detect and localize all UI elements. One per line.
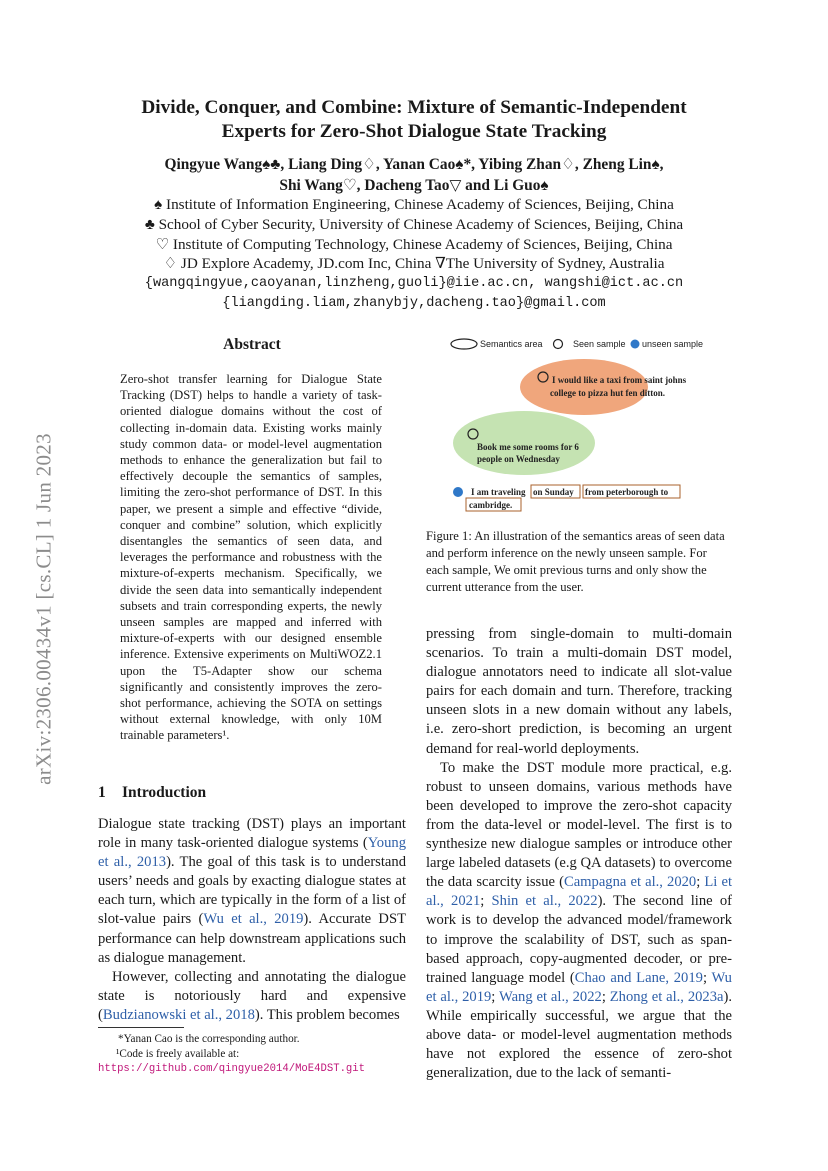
text-run: To make the DST module more practical, e.g. robust to unseen domains, various methods have been developed to improve the zero-shot capacity from the data-level or model-level. The first is to synthesize new dialogue samples or introduce other large labeled datasets (e.g QA datasets) to overcome the data scarcity issue ( — [426, 759, 732, 891]
affiliations — [80, 195, 748, 314]
citation-link[interactable]: Li et al., 2021 — [426, 874, 732, 910]
text-run: ; — [601, 988, 610, 1005]
figure-1-caption: Figure 1: An illustration of the semantics areas of seen data and perform inference on the newly unseen sample. For each sample, We omit previous turns and only show the current utterance from the user. — [426, 529, 725, 594]
seen-sample-taxi-line-1: I would like a taxi from saint johns — [552, 375, 687, 385]
citation-link[interactable]: Wu et al., 2019 — [203, 911, 304, 928]
figure-1-diagram — [426, 332, 732, 522]
seen-sample-rooms-line-1: Book me some rooms for 6 — [477, 442, 579, 452]
text-run: ; — [491, 988, 499, 1005]
right-column-body — [426, 625, 732, 1083]
text-run: ). The goal of this task is to understand users’ needs and goals by exacting dialogue states at each turn, which are typically in the form of a list of slot-value pairs ( — [98, 854, 406, 928]
right-paragraph-1: pressing from single-domain to multi-domain scenarios. To train a multi-domain DST model, dialogue annotators need to indicate all slot-value pairs for each domain and turn. Therefore, tracking unseen slots in a new domain without any labels, i.e. zero-short prediction, is becoming an urgent demand for real-world deployments. — [426, 626, 732, 757]
footnote-1: *Yanan Cao is the corresponding author. — [118, 1033, 300, 1045]
abstract-heading: Abstract — [223, 336, 281, 353]
seen-sample-rooms-line-2: people on Wednesday — [477, 454, 560, 464]
intro-body — [98, 815, 406, 1025]
citation-link[interactable]: Zhong et al., 2023a — [609, 988, 724, 1005]
arxiv-stamp-text: arXiv:2306.00434v1 [cs.CL] 1 Jun 2023 — [31, 433, 56, 785]
section-heading-introduction — [98, 784, 406, 802]
footnotes — [98, 1032, 408, 1077]
affiliation-ict: ♡ Institute of Computing Technology, Chinese Academy of Sciences, Beijing, China — [155, 235, 673, 253]
abstract-text: Zero-shot transfer learning for Dialogue State Tracking (DST) helps to handle a variety of task-oriented dialogue domains without the cost of collecting in-domain data. Existing works mainly study common data- or model-level augmentation methods to enhance the generalization but fail to effectively decouple the semantics of samples, limiting the zero-shot performance of DST. In this paper, we present a simple and effective “divide, conquer and combine” solution, which explicitly disentangles the semantics of seen data, and leverages the performance and robustness with the mixture-of-experts mechanism. Specifically, we divide the seen data into semantically independent subsets and train corresponding experts, the newly unseen samples are mapped and inferred with mixture-of-experts with our designed ensemble inference. Extensive experiments on MultiWOZ2.1 upon the T5-Adapter show our schema significantly and consistently improves the zero-shot performance, achieving the SOTA on settings without external knowledge, with only 10M trainable parameters¹. — [120, 372, 382, 743]
footnote-2-text: ¹Code is freely available at: — [116, 1047, 240, 1060]
slot-box-route-text-2: cambridge. — [469, 500, 513, 510]
legend-semantics-area-icon — [451, 339, 477, 349]
text-run: Dialogue state tracking (DST) plays an important role in many task-oriented dialogue systems ( — [98, 816, 406, 852]
citation-link[interactable]: Wang et al., 2022 — [498, 988, 602, 1005]
legend-semantics-area-label: Semantics area — [480, 339, 543, 349]
unseen-sample-marker — [453, 487, 463, 497]
intro-paragraph-2 — [98, 968, 406, 1025]
paper-title — [80, 96, 748, 144]
citation-link[interactable]: Wu et al., 2019 — [426, 969, 732, 1005]
seen-sample-taxi-line-2: college to pizza hut fen ditton. — [550, 388, 665, 398]
citation-link[interactable]: Shin et al., 2022 — [491, 893, 598, 910]
authors-line-2: Shi Wang♡, Dacheng Tao▽ and Li Guo♠ — [279, 177, 549, 194]
text-run: ; — [480, 893, 492, 910]
legend-unseen-sample-icon — [631, 340, 640, 349]
legend-seen-sample-icon — [554, 340, 563, 349]
text-run: ; — [702, 969, 712, 986]
affiliation-jd-sydney: ♢ JD Explore Academy, JD.com Inc, China ∇The University of Sydney, Australia — [163, 255, 665, 273]
code-url-link[interactable]: https://github.com/qingyue2014/MoE4DST.git — [98, 1063, 366, 1075]
email-line-2: {liangding.liam,zhanybjy,dacheng.tao}@gmail.com — [222, 295, 606, 311]
citation-link[interactable]: Young et al., 2013 — [98, 835, 406, 871]
legend-unseen-sample-label: unseen sample — [642, 339, 704, 349]
section-title: Introduction — [122, 784, 207, 801]
legend-seen-sample-label: Seen sample — [573, 339, 626, 349]
right-paragraph-2 — [426, 759, 732, 1084]
text-run: ). This problem becomes — [254, 1006, 400, 1023]
unseen-sample-prefix: I am traveling — [471, 487, 526, 497]
title-line-1: Divide, Conquer, and Combine: Mixture of Semantic-Independent — [141, 97, 687, 118]
footnote-rule — [98, 1027, 184, 1028]
citation-link[interactable]: Campagna et al., 2020 — [563, 874, 697, 891]
citation-link[interactable]: Budzianowski et al., 2018 — [102, 1006, 255, 1023]
slot-box-route-text-1: from peterborough to — [585, 487, 669, 497]
text-run: ). Accurate DST performance can help downstream applications such as dialogue management. — [98, 911, 406, 966]
slot-box-day-text: on Sunday — [533, 487, 574, 497]
affiliation-iie: ♠ Institute of Information Engineering, Chinese Academy of Sciences, Beijing, China — [154, 196, 674, 213]
email-line-1: {wangqingyue,caoyanan,linzheng,guoli}@iie.ac.cn, wangshi@ict.ac.cn — [144, 276, 684, 292]
affiliation-ucas: ♣ School of Cyber Security, University of Chinese Academy of Sciences, Beijing, China — [144, 215, 684, 233]
text-run: However, collecting and annotating the dialogue state is notoriously hard and expensive ( — [98, 968, 406, 1023]
citation-link[interactable]: Chao and Lane, 2019 — [574, 969, 703, 986]
intro-paragraph-1 — [98, 815, 406, 968]
title-line-2: Experts for Zero-Shot Dialogue State Tracking — [221, 121, 607, 142]
arxiv-stamp — [24, 378, 64, 840]
semantics-area-orange — [520, 359, 648, 415]
section-number: 1 — [98, 784, 106, 801]
footnote-2 — [98, 1047, 408, 1077]
text-run: ). The second line of work is to develop the advanced model/framework to improve the scalability of DST, such as span-based approach, copy-augmented decoder, or pre-trained language model ( — [426, 893, 732, 986]
text-run: ). While empirically successful, we argue that the above data- or model-level augmentation methods have not explored the essence of zero-shot generalization, due to the lack of semanti- — [426, 988, 733, 1082]
authors-line-1: Qingyue Wang♠♣, Liang Ding♢, Yanan Cao♠*, Yibing Zhan♢, Zheng Lin♠, — [164, 156, 664, 173]
text-run: ; — [696, 874, 705, 891]
author-list — [80, 154, 748, 196]
